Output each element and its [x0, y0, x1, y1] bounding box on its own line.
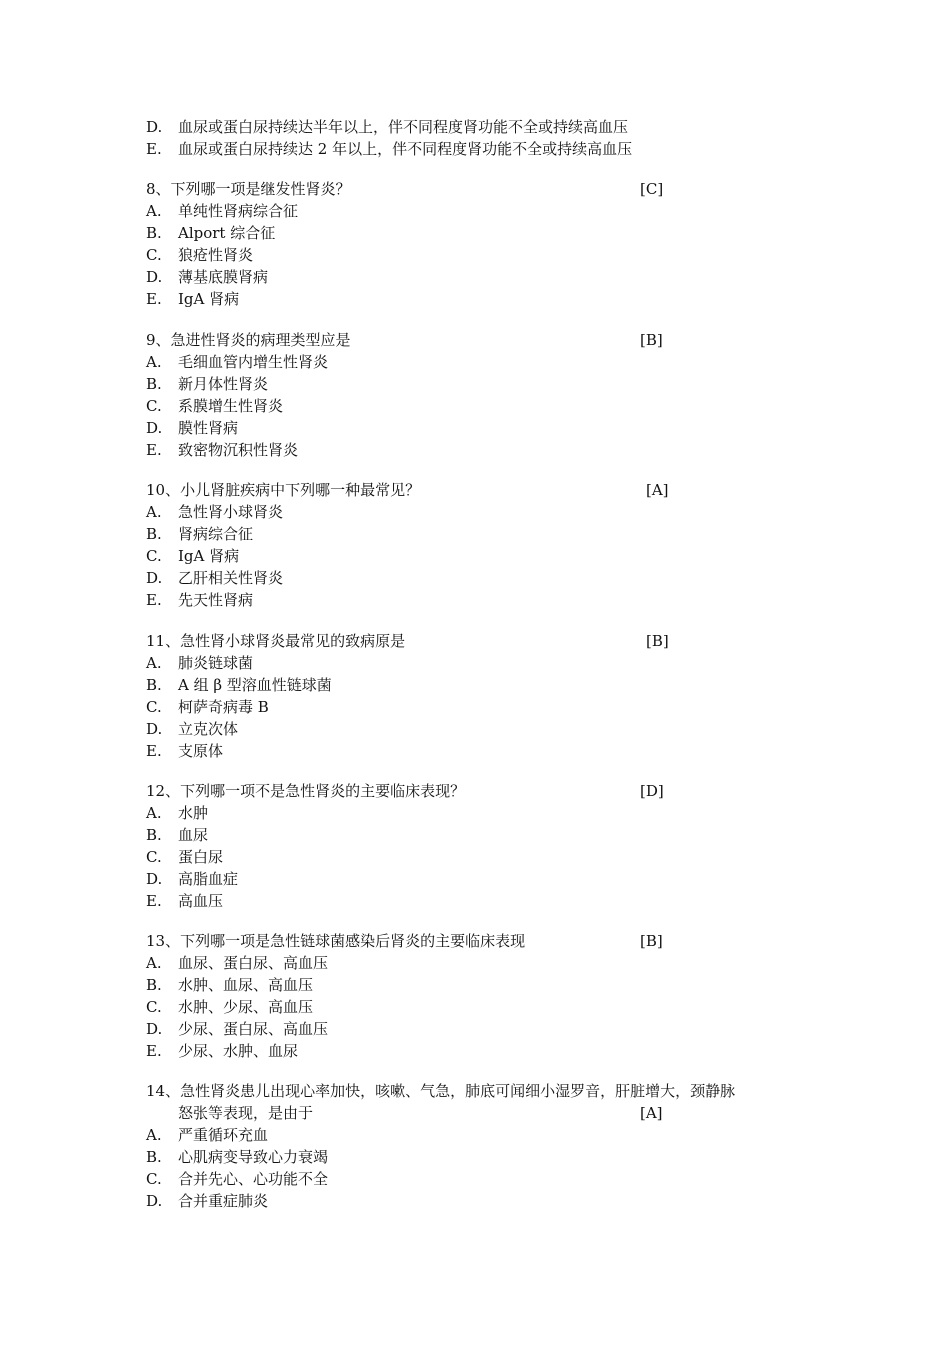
- option-line: [146, 373, 846, 395]
- question-10: [146, 479, 846, 611]
- option-line: [146, 244, 846, 266]
- option-text: 水肿、血尿、高血压: [178, 976, 314, 994]
- option-line: [146, 1018, 846, 1040]
- option-letter: C.: [146, 1170, 162, 1188]
- option-text: 少尿、蛋白尿、高血压: [178, 1020, 329, 1038]
- option-text: 血尿或蛋白尿持续达半年以上，伴不同程度肾功能不全或持续高血压: [178, 118, 629, 136]
- question-line: [146, 178, 846, 200]
- option-letter: C.: [146, 547, 162, 565]
- option-letter: D.: [146, 720, 163, 738]
- option-letter: D.: [146, 1192, 163, 1210]
- option-letter: A.: [146, 1126, 162, 1144]
- option-text: 支原体: [178, 742, 224, 760]
- question-line: [146, 630, 846, 652]
- option-line: [146, 545, 846, 567]
- option-letter: E.: [146, 1042, 162, 1060]
- option-letter: B.: [146, 676, 162, 694]
- option-line: [146, 589, 846, 611]
- option-line: [146, 868, 846, 890]
- option-text: 严重循环充血: [178, 1126, 269, 1144]
- option-line: [146, 1146, 846, 1168]
- option-letter: C.: [146, 246, 162, 264]
- option-text: 水肿、少尿、高血压: [178, 998, 314, 1016]
- question-8: [146, 178, 846, 310]
- option-text: 肾病综合征: [178, 525, 254, 543]
- question-text: 12、下列哪一项不是急性肾炎的主要临床表现？: [146, 782, 466, 800]
- answer-key: [B]: [640, 331, 663, 349]
- option-letter: B.: [146, 375, 162, 393]
- option-text: 薄基底膜肾病: [178, 268, 269, 286]
- question-11: [146, 630, 846, 762]
- option-text: 单纯性肾病综合征: [178, 202, 299, 220]
- option-line: [146, 567, 846, 589]
- option-letter: E.: [146, 441, 162, 459]
- option-letter: A.: [146, 954, 162, 972]
- option-line: [146, 266, 846, 288]
- question-line: [146, 780, 846, 802]
- option-letter: A.: [146, 804, 162, 822]
- option-line: [146, 222, 846, 244]
- option-text: 少尿、水肿、血尿: [178, 1042, 299, 1060]
- question-7-continuation: [146, 116, 846, 160]
- option-text: A 组 β 型溶血性链球菌: [178, 676, 332, 694]
- option-text: 新月体性肾炎: [178, 375, 269, 393]
- option-letter: C.: [146, 698, 162, 716]
- option-line: [146, 974, 846, 996]
- question-line: [146, 479, 846, 501]
- answer-key: [D]: [640, 782, 664, 800]
- option-line: [146, 996, 846, 1018]
- option-text: 血尿或蛋白尿持续达 2 年以上，伴不同程度肾功能不全或持续高血压: [178, 140, 633, 158]
- option-line: [146, 501, 846, 523]
- option-letter: C.: [146, 998, 162, 1016]
- answer-key: [C]: [640, 180, 664, 198]
- option-letter: A.: [146, 503, 162, 521]
- option-line: [146, 952, 846, 974]
- question-text: 8、下列哪一项是继发性肾炎？: [146, 180, 351, 198]
- option-text: 急性肾小球肾炎: [178, 503, 284, 521]
- option-line: [146, 439, 846, 461]
- option-text: 合并重症肺炎: [178, 1192, 269, 1210]
- option-letter: D.: [146, 870, 163, 888]
- option-text: 血尿: [178, 826, 209, 844]
- option-line: [146, 138, 846, 160]
- option-line: [146, 200, 846, 222]
- question-line: [146, 1080, 846, 1102]
- option-line: [146, 652, 846, 674]
- option-line: [146, 824, 846, 846]
- question-text-continuation: 怒张等表现，是由于: [178, 1104, 314, 1122]
- option-text: IgA 肾病: [178, 290, 240, 308]
- option-text: 狼疮性肾炎: [178, 246, 254, 264]
- option-text: 膜性肾病: [178, 419, 239, 437]
- option-letter: B.: [146, 976, 162, 994]
- option-letter: A.: [146, 353, 162, 371]
- option-line: [146, 395, 846, 417]
- option-letter: B.: [146, 826, 162, 844]
- option-letter: B.: [146, 525, 162, 543]
- option-line: [146, 523, 846, 545]
- answer-key: [B]: [646, 632, 669, 650]
- option-text: 血尿、蛋白尿、高血压: [178, 954, 329, 972]
- option-line: [146, 1168, 846, 1190]
- option-text: 立克次体: [178, 720, 239, 738]
- option-text: 肺炎链球菌: [178, 654, 254, 672]
- question-text: 11、急性肾小球肾炎最常见的致病原是: [146, 632, 406, 650]
- answer-key: [B]: [640, 932, 663, 950]
- option-letter: A.: [146, 202, 162, 220]
- option-letter: D.: [146, 569, 163, 587]
- option-line: [146, 1124, 846, 1146]
- option-line: [146, 1040, 846, 1062]
- option-text: 致密物沉积性肾炎: [178, 441, 299, 459]
- option-letter: D.: [146, 268, 163, 286]
- option-text: 蛋白尿: [178, 848, 224, 866]
- question-text: 14、急性肾炎患儿出现心率加快，咳嗽、气急，肺底可闻细小湿罗音，肝脏增大，颈静脉: [146, 1082, 736, 1100]
- option-line: [146, 288, 846, 310]
- option-line: [146, 116, 846, 138]
- option-line: [146, 674, 846, 696]
- option-line: [146, 351, 846, 373]
- option-text: IgA 肾病: [178, 547, 240, 565]
- option-letter: E.: [146, 290, 162, 308]
- question-text: 13、下列哪一项是急性链球菌感染后肾炎的主要临床表现: [146, 932, 526, 950]
- option-line: [146, 846, 846, 868]
- option-line: [146, 740, 846, 762]
- option-line: [146, 417, 846, 439]
- option-letter: C.: [146, 848, 162, 866]
- question-text: 10、小儿肾脏疾病中下列哪一种最常见？: [146, 481, 421, 499]
- option-line: [146, 696, 846, 718]
- option-letter: B.: [146, 224, 162, 242]
- option-line: [146, 1190, 846, 1212]
- option-letter: E.: [146, 892, 162, 910]
- question-12: [146, 780, 846, 912]
- option-letter: D.: [146, 1020, 163, 1038]
- option-letter: D.: [146, 118, 163, 136]
- option-letter: A.: [146, 654, 162, 672]
- option-text: 乙肝相关性肾炎: [178, 569, 284, 587]
- option-letter: D.: [146, 419, 163, 437]
- question-line-continuation: [146, 1102, 846, 1124]
- question-13: [146, 930, 846, 1062]
- option-text: 系膜增生性肾炎: [178, 397, 284, 415]
- option-line: [146, 718, 846, 740]
- answer-key: [A]: [646, 481, 669, 499]
- question-text: 9、急进性肾炎的病理类型应是: [146, 331, 351, 349]
- option-line: [146, 802, 846, 824]
- option-letter: E.: [146, 140, 162, 158]
- option-letter: C.: [146, 397, 162, 415]
- option-text: 柯萨奇病毒 B: [178, 698, 269, 716]
- question-9: [146, 329, 846, 461]
- option-letter: E.: [146, 591, 162, 609]
- answer-key: [A]: [640, 1104, 663, 1122]
- option-text: 水肿: [178, 804, 209, 822]
- question-14: [146, 1080, 846, 1212]
- option-text: 先天性肾病: [178, 591, 254, 609]
- question-line: [146, 329, 846, 351]
- option-text: 合并先心、心功能不全: [178, 1170, 329, 1188]
- question-line: [146, 930, 846, 952]
- option-text: 毛细血管内增生性肾炎: [178, 353, 329, 371]
- option-text: Alport 综合征: [178, 224, 276, 242]
- option-line: [146, 890, 846, 912]
- option-text: 高血压: [178, 892, 224, 910]
- option-text: 高脂血症: [178, 870, 239, 888]
- option-text: 心肌病变导致心力衰竭: [178, 1148, 329, 1166]
- option-letter: B.: [146, 1148, 162, 1166]
- option-letter: E.: [146, 742, 162, 760]
